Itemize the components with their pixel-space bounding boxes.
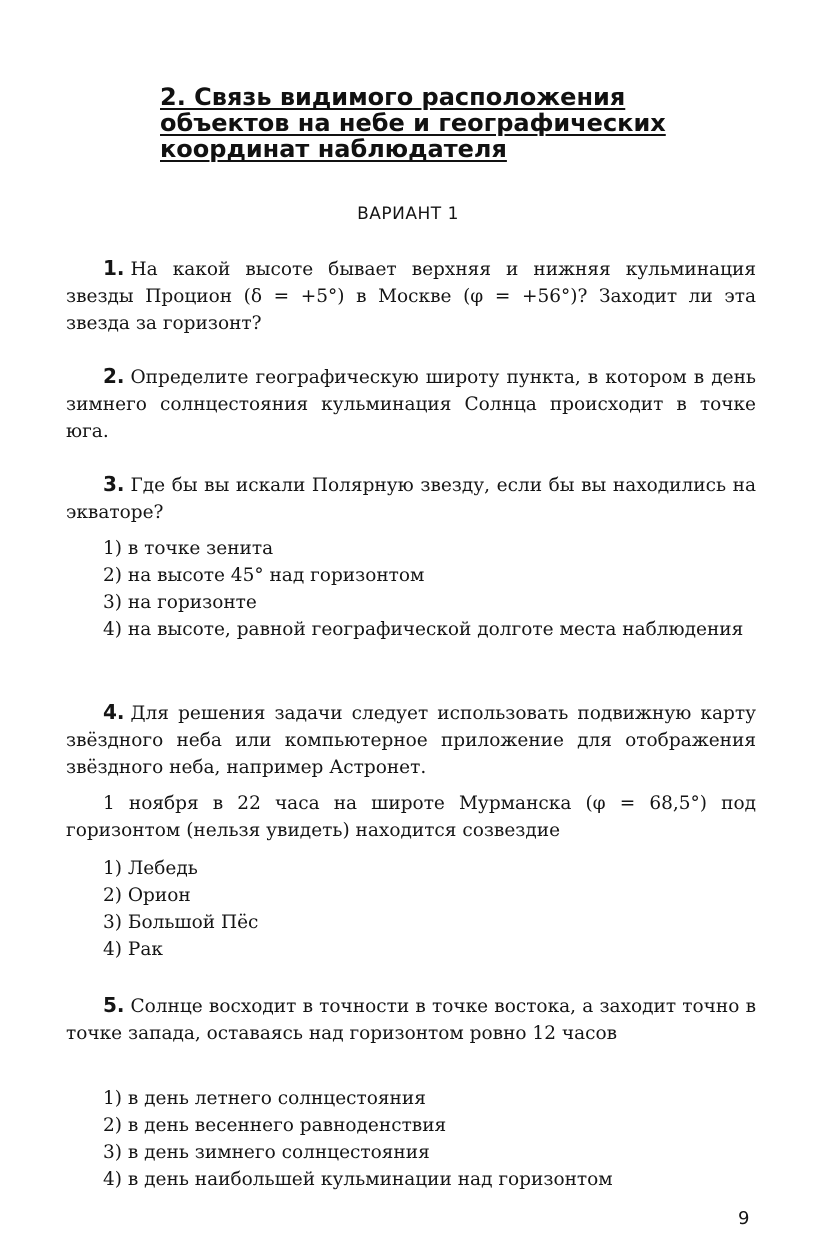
question-3-options [66,535,756,643]
question-1 [66,255,756,337]
answer-option: 2) в день весеннего равноденствия [103,1115,447,1136]
question-number: 5. [103,993,125,1017]
question-subtext: 1 ноября в 22 часа на широте Мурманска (φ = 68,5°) под горизонтом (нельзя увидеть) находится созвездие [66,793,756,841]
answer-option: 4) Рак [103,939,163,960]
variant-heading: ВАРИАНТ 1 [357,204,459,224]
title-line-1: 2. Связь видимого расположения [160,83,626,111]
page-number: 9 [738,1208,750,1229]
question-number: 3. [103,472,125,496]
question-text: Определите географическую широту пункта, в котором в день зимнего солнцестояния кульминация Солнца происходит в точке юга. [66,367,756,442]
section-title [160,84,680,162]
question-2 [66,363,756,445]
question-number: 2. [103,364,125,388]
question-text: На какой высоте бывает верхняя и нижняя кульминация звезды Процион (δ = +5°) в Москве (φ = +56°)? Заходит ли эта звезда за горизонт? [66,259,756,334]
answer-option: 4) в день наибольшей кульминации над горизонтом [103,1169,613,1190]
title-line-2: объектов на небе и географических [160,109,666,137]
answer-option: 2) Орион [103,885,191,906]
question-4 [66,699,756,781]
question-number: 1. [103,256,125,280]
question-text: Солнце восходит в точности в точке востока, а заходит точно в точке запада, оставаясь над горизонтом ровно 12 часов [66,996,756,1044]
answer-option: 1) в точке зенита [103,538,274,559]
question-number: 4. [103,700,125,724]
question-5 [66,992,756,1047]
question-text: Где бы вы искали Полярную звезду, если бы вы находились на экваторе? [66,475,756,523]
question-4-prompt [66,790,756,844]
title-line-3: координат наблюдателя [160,135,507,163]
question-5-options [66,1085,756,1193]
answer-option: 1) в день летнего солнцестояния [103,1088,426,1109]
question-4-options [66,855,756,963]
answer-option: 3) Большой Пёс [103,912,259,933]
answer-option: 1) Лебедь [103,858,198,879]
answer-option: 2) на высоте 45° над горизонтом [103,565,425,586]
answer-option: 3) в день зимнего солнцестояния [103,1142,430,1163]
question-text: Для решения задачи следует использовать подвижную карту звёздного неба или компьютерное приложение для отображения звёздного неба, например Астронет. [66,703,756,778]
question-3 [66,471,756,526]
answer-option: 4) на высоте, равной географической долготе места наблюдения [103,619,744,640]
answer-option: 3) на горизонте [103,592,257,613]
